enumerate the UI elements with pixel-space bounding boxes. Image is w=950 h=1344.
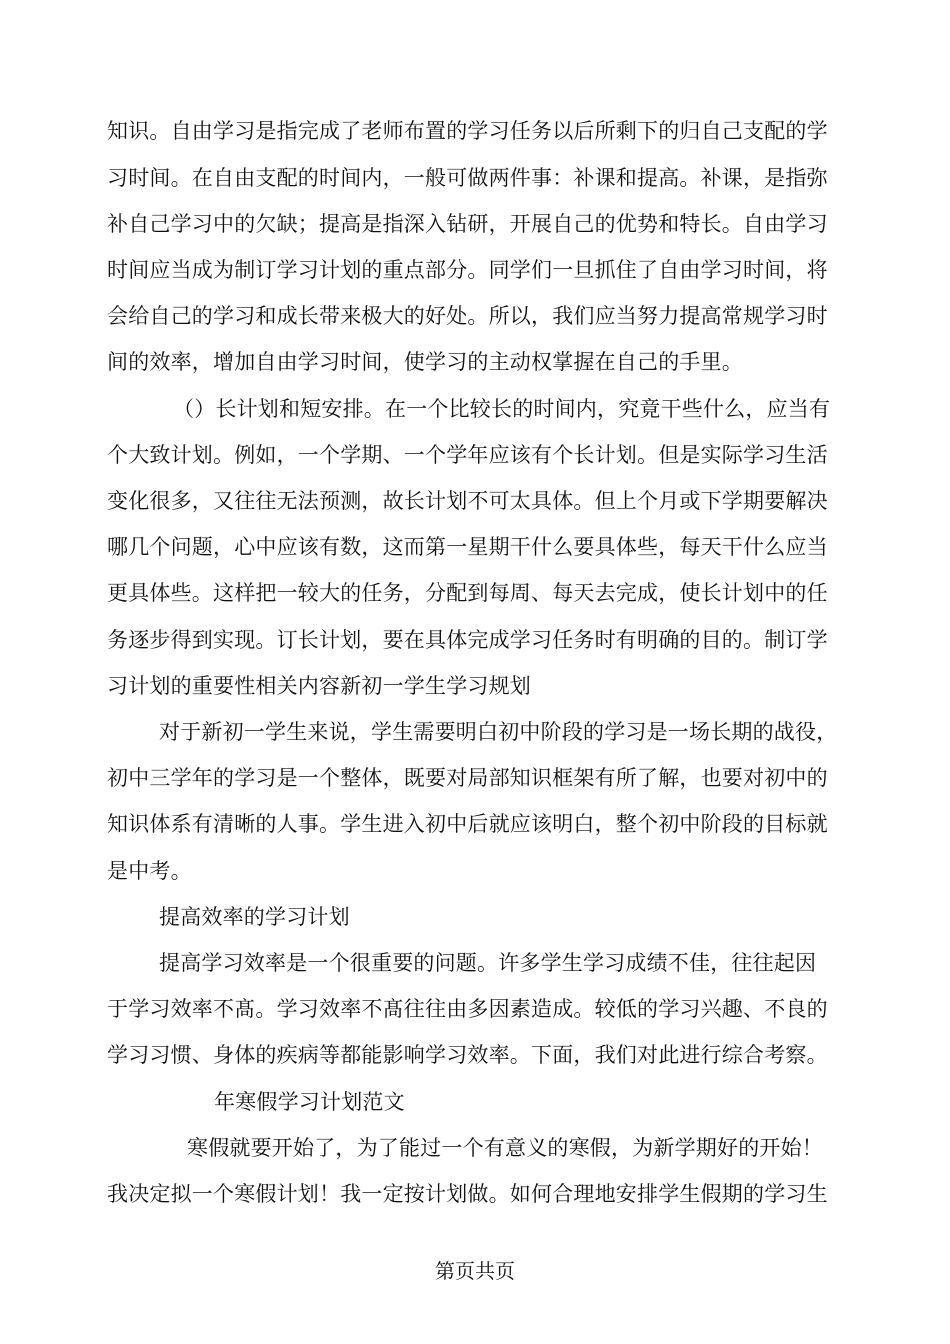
paragraph-start-line: 寒假就要开始了，为了能过一个有意义的寒假，为新学期好的开始！ <box>187 1136 823 1160</box>
text-line: 知识。自由学习是指完成了老师布置的学习任务以后所剩下的归自己支配的学 <box>107 119 828 143</box>
text-line: 习时间。在自由支配的时间内，一般可做两件事：补课和提高。补课，是指弥 <box>107 166 828 190</box>
section-heading: 提高效率的学习计划 <box>159 905 350 929</box>
text-line: 更具体些。这样把一较大的任务，分配到每周、每天去完成，使长计划中的任 <box>107 581 828 605</box>
text-line: 补自己学习中的欠缺；提高是指深入钻研，开展自己的优势和特长。自由学习 <box>107 212 828 236</box>
text-line: 间的效率，增加自由学习时间，使学习的主动权掌握在自己的手里。 <box>107 350 743 374</box>
text-line: 学习习惯、身体的疾病等都能影响学习效率。下面，我们对此进行综合考察。 <box>107 1043 828 1067</box>
paragraph-start-line: 对于新初一学生来说，学生需要明白初中阶段的学习是一场长期的战役， <box>159 720 838 744</box>
paragraph-start-line: 提高学习效率是一个很重要的问题。许多学生学习成绩不佳，往往起因 <box>159 951 817 975</box>
text-line: 会给自己的学习和成长带来极大的好处。所以，我们应当努力提高常规学习时 <box>107 304 828 328</box>
text-line: 时间应当成为制订学习计划的重点部分。同学们一旦抓住了自由学习时间，将 <box>107 258 828 282</box>
text-line: 务逐步得到实现。订长计划，要在具体完成学习任务时有明确的目的。制订学 <box>107 628 828 652</box>
text-line: 我决定拟一个寒假计划！我一定按计划做。如何合理地安排学生假期的学习生 <box>107 1182 828 1206</box>
text-line: 习计划的重要性相关内容新初一学生学习规划 <box>107 674 531 698</box>
page-footer: 第页共页 <box>435 1259 515 1283</box>
text-line: 初中三学年的学习是一个整体，既要对局部知识框架有所了解，也要对初中的 <box>107 766 828 790</box>
text-line: 知识体系有清晰的人事。学生进入初中后就应该明白，整个初中阶段的目标就 <box>107 812 828 836</box>
text-line: 个大致计划。例如，一个学期、一个学年应该有个长计划。但是实际学习生活 <box>107 443 828 467</box>
text-line: 于学习效率不髙。学习效率不髙往往由多因素造成。较低的学习兴趣、不良的 <box>107 997 828 1021</box>
text-line: 哪几个问题，心中应该有数，这而第一星期干什么要具体些，每天干什么应当 <box>107 535 828 559</box>
text-line: 是中考。 <box>107 859 192 883</box>
section-heading: 年寒假学习计划范文 <box>214 1090 405 1114</box>
text-line: 变化很多，又往往无法预测，故长计划不可太具体。但上个月或下学期要解决 <box>107 489 828 513</box>
paragraph-start-line: （）长计划和短安排。在一个比较长的时间内，究竟干些什么，应当有 <box>173 397 831 421</box>
